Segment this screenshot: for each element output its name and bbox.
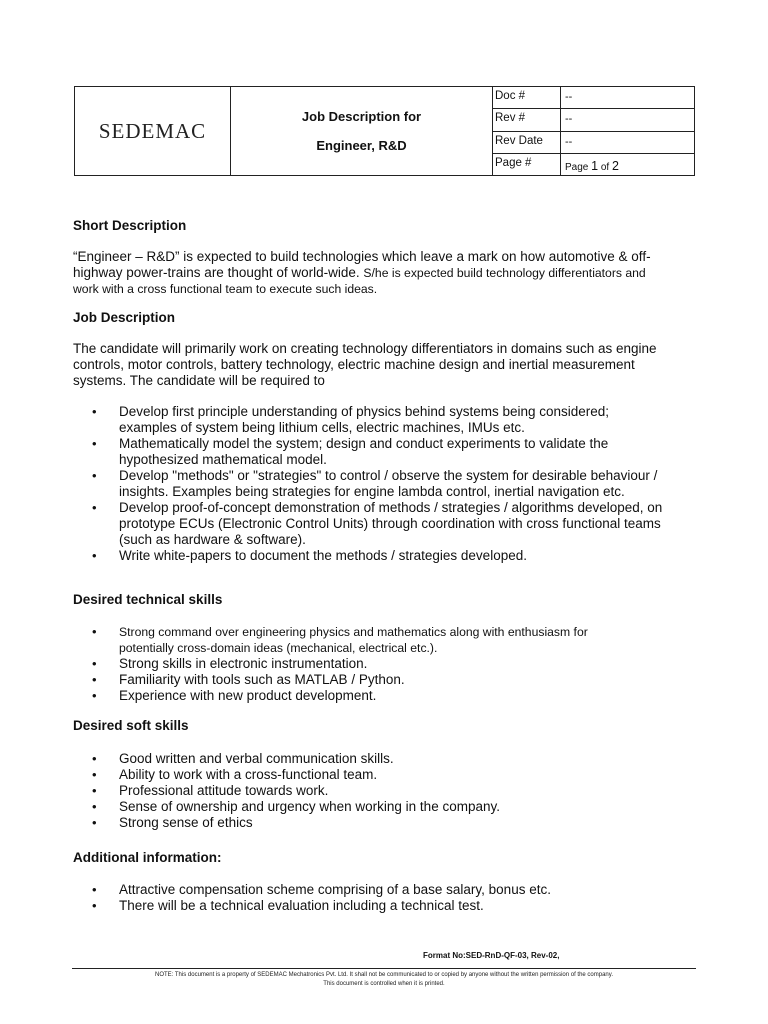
text-line: • Develop first principle understanding of physics behind systems being considered; xyxy=(119,404,610,419)
page-prefix: Page xyxy=(565,161,592,173)
technical-skills-heading: Desired technical skills xyxy=(73,592,223,607)
text-line: “Engineer – R&D” is expected to build technologies which leave a mark on how automotive & off- xyxy=(73,249,651,264)
list-item xyxy=(92,436,712,468)
document-title xyxy=(231,87,493,175)
list-item xyxy=(92,548,712,564)
short-description-text xyxy=(73,249,703,297)
meta-value: -- xyxy=(565,135,573,148)
list-item: • Attractive compensation scheme comprising of a base salary, bonus etc. xyxy=(92,882,712,898)
text-line: (such as hardware & software). xyxy=(119,532,306,547)
list-item xyxy=(92,624,712,656)
list-item: • Ability to work with a cross-functional team. xyxy=(92,767,712,783)
technical-skills-list xyxy=(92,624,712,704)
format-number: Format No:SED-RnD-QF-03, Rev-02, xyxy=(423,951,560,960)
company-logo xyxy=(75,87,231,175)
additional-information-heading: Additional information: xyxy=(73,850,222,865)
list-item: • Sense of ownership and urgency when working in the company. xyxy=(92,799,712,815)
text-line: potentially cross-domain ideas (mechanical, electrical etc.). xyxy=(119,641,438,655)
page-number xyxy=(561,154,694,175)
text-line: examples of system being lithium cells, electric machines, IMUs etc. xyxy=(119,420,525,435)
company-logo-text: SEDEMAC xyxy=(98,118,207,143)
meta-value: -- xyxy=(565,113,573,126)
meta-key: Doc # xyxy=(493,87,561,108)
job-description-list xyxy=(92,404,712,564)
header-table xyxy=(74,86,695,176)
footer-note-line2: This document is controlled when it is printed. xyxy=(323,981,445,987)
additional-information-list xyxy=(92,882,712,914)
page-current: 1 xyxy=(591,158,599,173)
text-line: prototype ECUs (Electronic Control Units) through coordination with cross functional teams xyxy=(119,516,661,531)
meta-row-rev-date xyxy=(493,132,694,154)
text-line: controls, motor controls, battery technology, electric machine design and inertial measurement xyxy=(73,357,635,372)
text-span: S/he is expected build technology differentiators and xyxy=(363,266,646,280)
soft-skills-heading: Desired soft skills xyxy=(73,718,189,733)
meta-value: -- xyxy=(565,91,573,103)
page-total: 2 xyxy=(612,158,619,173)
text-line: • Write white-papers to document the methods / strategies developed. xyxy=(119,548,527,563)
list-item xyxy=(92,500,712,548)
document-meta xyxy=(493,87,694,175)
list-item xyxy=(92,688,712,704)
text-line: work with a cross functional team to execute such ideas. xyxy=(73,282,378,296)
list-item: • Professional attitude towards work. xyxy=(92,783,712,799)
short-description-heading: Short Description xyxy=(73,218,187,233)
meta-row-page xyxy=(493,154,694,175)
meta-row-doc xyxy=(493,87,694,109)
document-title-line2: Engineer, R&D xyxy=(316,138,407,153)
list-item: • Strong sense of ethics xyxy=(92,815,712,831)
text-line: The candidate will primarily work on creating technology differentiators in domains such as engine xyxy=(73,341,657,356)
text-line: • Develop "methods" or "strategies" to control / observe the system for desirable behaviour / xyxy=(119,468,658,483)
job-description-intro xyxy=(73,341,703,389)
soft-skills-list xyxy=(92,751,712,831)
meta-row-rev xyxy=(493,109,694,131)
list-item xyxy=(92,404,712,436)
text-line: • Strong command over engineering physics and mathematics along with enthusiasm for xyxy=(119,625,588,639)
footer-note-line1: NOTE: This document is a property of SEDEMAC Mechatronics Pvt. Ltd. It shall not be communicated to or copied by anyone without the written permission of the company. xyxy=(155,972,613,978)
list-item xyxy=(92,656,712,672)
list-item: • Good written and verbal communication skills. xyxy=(92,751,712,767)
list-item: • There will be a technical evaluation including a technical test. xyxy=(92,898,712,914)
job-description-heading: Job Description xyxy=(73,310,176,325)
list-item xyxy=(92,468,712,500)
text-line xyxy=(73,265,703,281)
text-line: • Familiarity with tools such as MATLAB / Python. xyxy=(119,672,405,687)
text-line: insights. Examples being strategies for engine lambda control, inertial navigation etc. xyxy=(119,484,625,499)
list-item xyxy=(92,672,712,688)
text-line: • Develop proof-of-concept demonstration of methods / strategies / algorithms developed, on xyxy=(119,500,663,515)
footer-note xyxy=(72,971,696,989)
meta-key: Rev # xyxy=(493,109,561,130)
meta-key: Page # xyxy=(493,154,561,175)
meta-key: Rev Date xyxy=(493,132,561,153)
text-line: hypothesized mathematical model. xyxy=(119,452,327,467)
footer-divider xyxy=(72,968,696,969)
text-line: systems. The candidate will be required to xyxy=(73,373,325,388)
text-span: highway power-trains are thought of world-wide. xyxy=(73,265,364,280)
page-of: of xyxy=(598,161,612,173)
text-line: • Strong skills in electronic instrumentation. xyxy=(119,656,368,671)
document-title-line1: Job Description for xyxy=(301,109,422,124)
text-line: • Experience with new product development. xyxy=(119,688,377,703)
text-line: • Mathematically model the system; design and conduct experiments to validate the xyxy=(119,436,609,451)
